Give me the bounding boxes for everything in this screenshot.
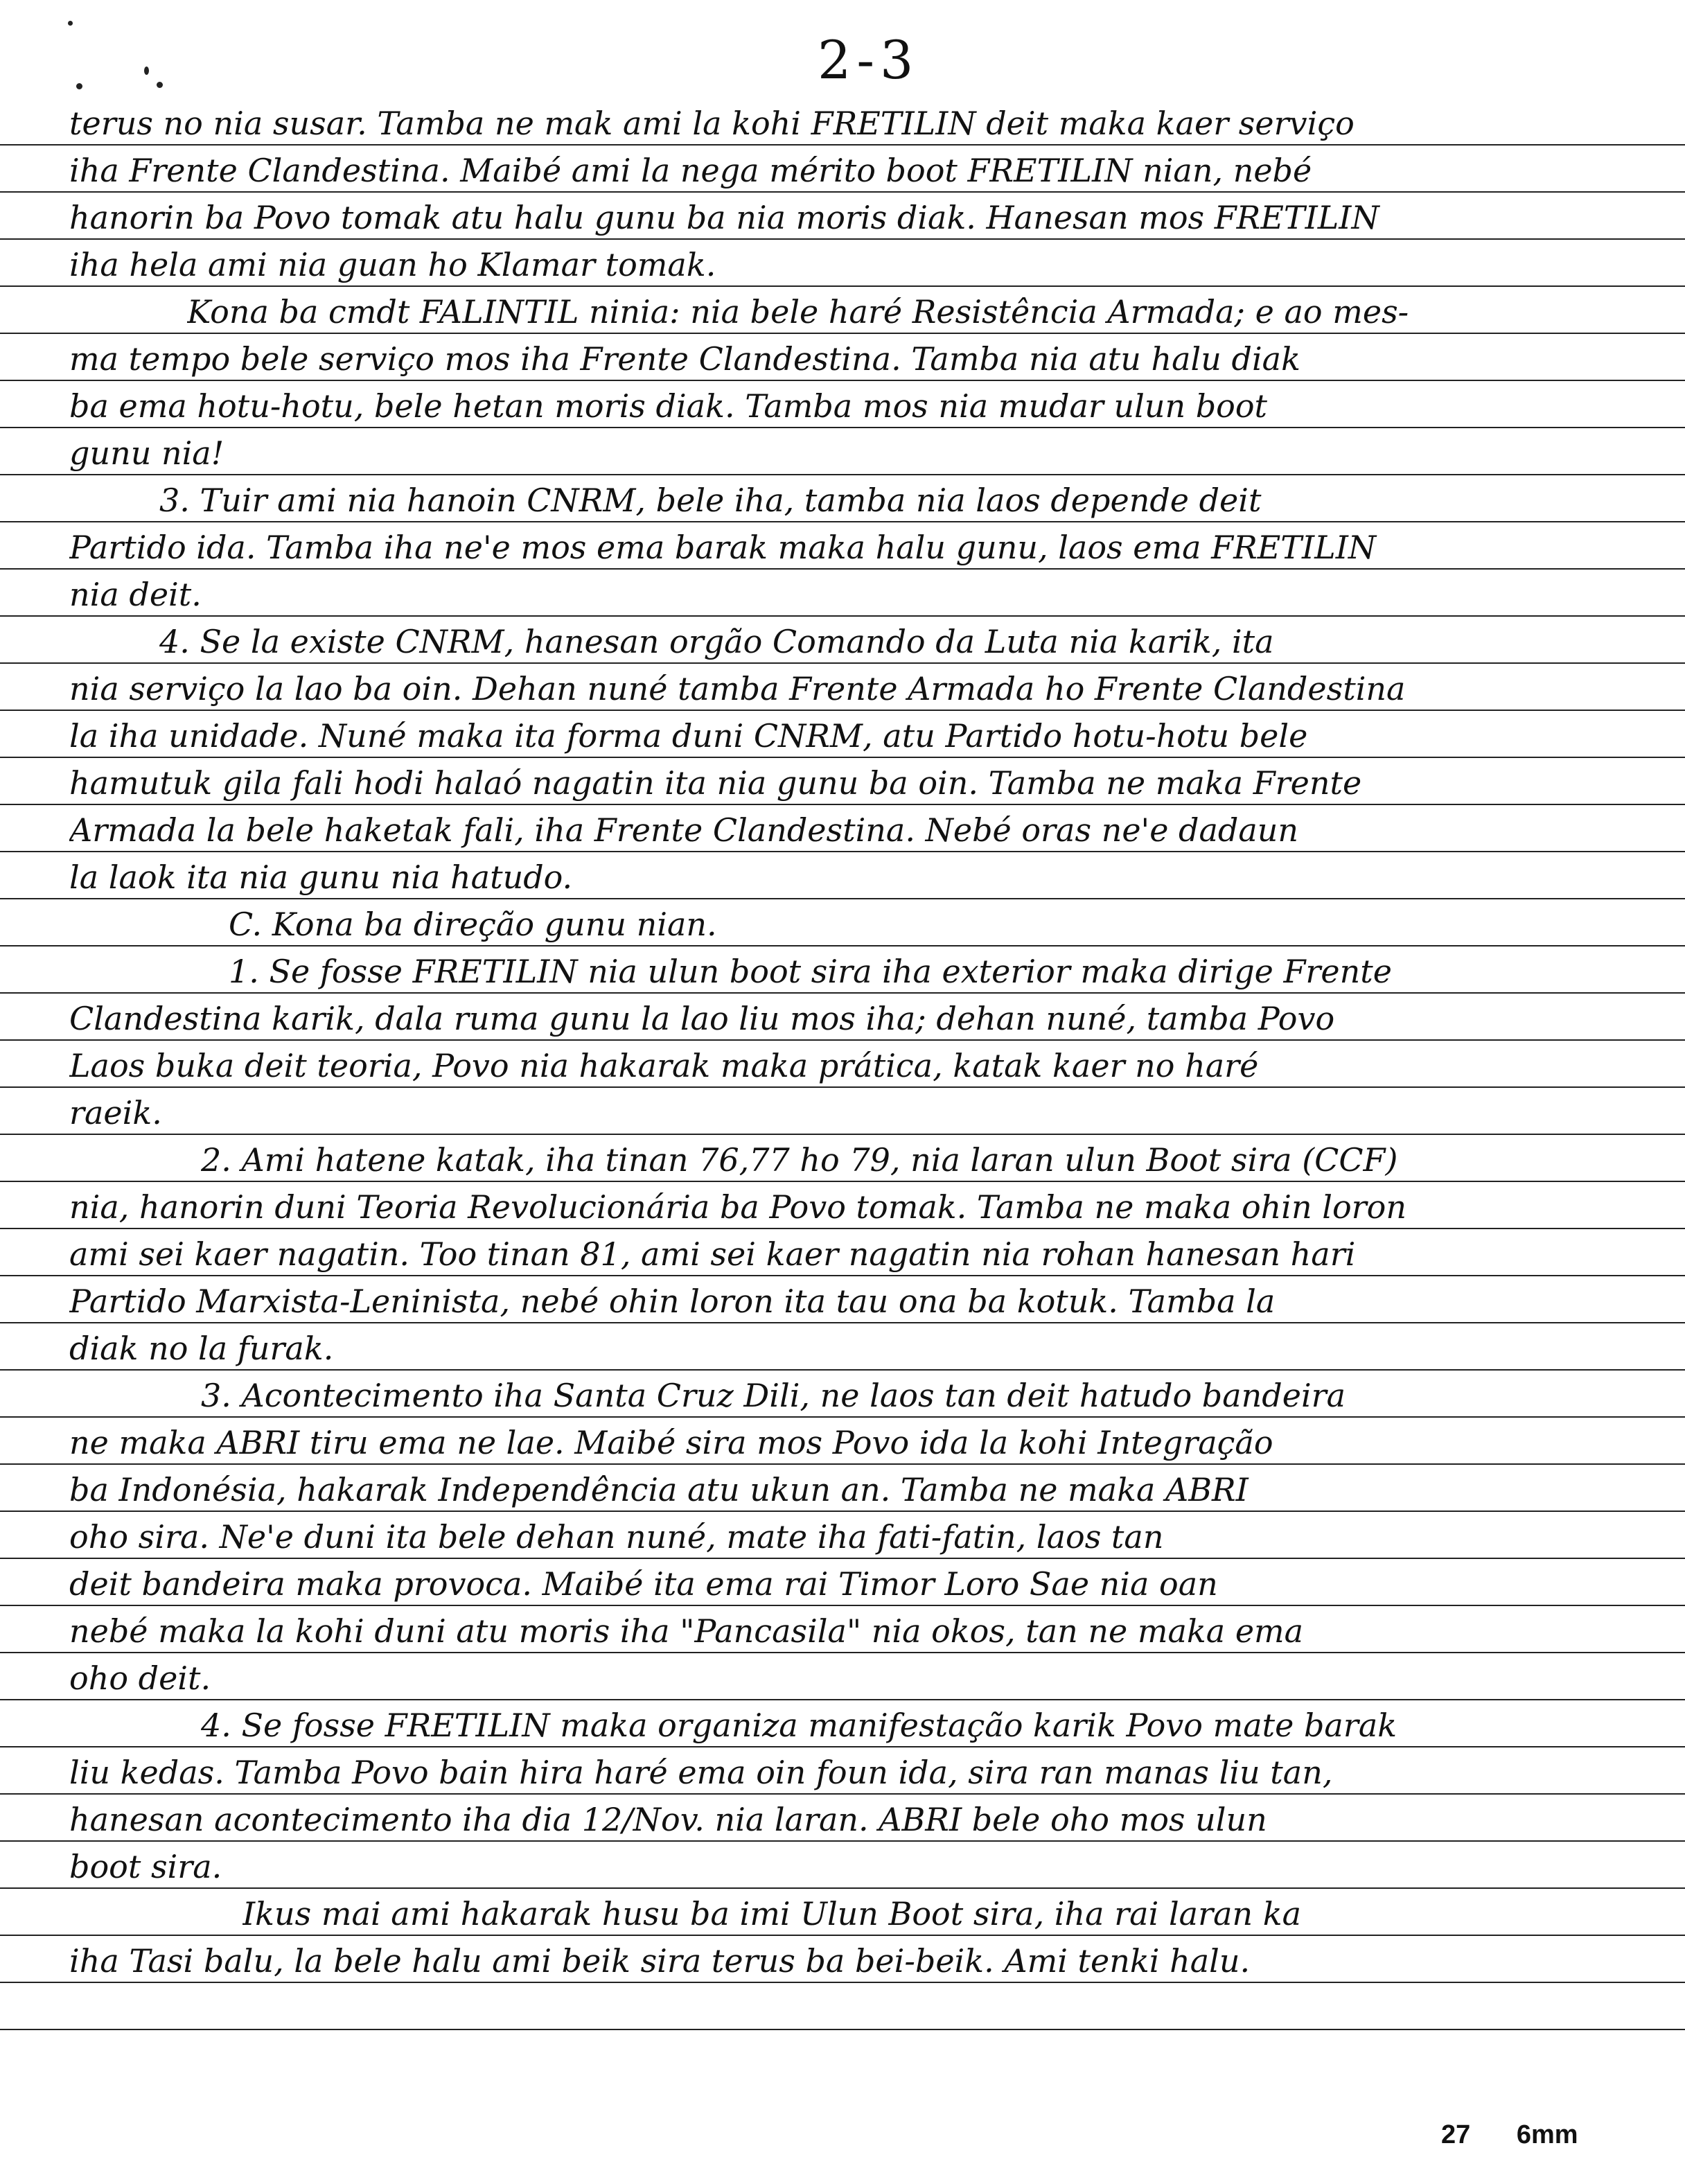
ruled-line: [0, 1746, 1685, 1747]
handwritten-line: boot sira.: [69, 1848, 222, 1885]
ruled-line: [0, 1134, 1685, 1135]
ruled-line: [0, 1416, 1685, 1418]
handwritten-line: ami sei kaer nagatin. Too tinan 81, ami sei kaer nagatin nia rohan hanesan hari: [69, 1235, 1356, 1273]
handwritten-line: raeik.: [69, 1094, 162, 1131]
ruled-line: [0, 1935, 1685, 1936]
handwritten-line: iha Tasi balu, la bele halu ami beik sira terus ba bei-beik. Ami tenki halu.: [69, 1942, 1251, 1980]
handwritten-line: hanorin ba Povo tomak atu halu gunu ba nia moris diak. Hanesan mos FRETILIN: [69, 199, 1379, 236]
ruled-line: [0, 1039, 1685, 1041]
handwritten-line: nia, hanorin duni Teoria Revolucionária ba Povo tomak. Tamba ne maka ohin loron: [69, 1188, 1406, 1226]
ruled-line: [0, 238, 1685, 240]
ruled-line: [0, 1982, 1685, 1983]
ruled-line: [0, 1322, 1685, 1323]
ruled-line: [0, 710, 1685, 711]
ruled-line: [0, 1511, 1685, 1512]
ruled-line: [0, 191, 1685, 193]
footer-page-ref: 27: [1441, 2120, 1471, 2149]
handwritten-line: nia serviço la lao ba oin. Dehan nuné tamba Frente Armada ho Frente Clandestina: [69, 670, 1406, 707]
handwritten-line: Kona ba cmdt FALINTIL ninia: nia bele haré Resistência Armada; e ao mes-: [187, 293, 1409, 331]
ruled-line: [0, 1887, 1685, 1889]
ruled-line: [0, 1558, 1685, 1559]
handwritten-line: oho deit.: [69, 1659, 211, 1697]
ruled-line: [0, 1840, 1685, 1842]
handwritten-line: 2. Ami hatene katak, iha tinan 76,77 ho 79, nia laran ulun Boot sira (CCF): [201, 1141, 1398, 1179]
handwritten-line: Partido ida. Tamba iha ne'e mos ema barak maka halu gunu, laos ema FRETILIN: [69, 529, 1377, 566]
handwritten-line: iha hela ami nia guan ho Klamar tomak.: [69, 246, 716, 283]
ruled-line: [0, 285, 1685, 287]
ruled-line: [0, 804, 1685, 805]
handwritten-line: liu kedas. Tamba Povo bain hira haré ema oin foun ida, sira ran manas liu tan,: [69, 1754, 1333, 1791]
handwritten-line: 3. Acontecimento iha Santa Cruz Dili, ne laos tan deit hatudo bandeira: [201, 1377, 1346, 1414]
ruled-line: [0, 1181, 1685, 1182]
ruled-line: [0, 1605, 1685, 1606]
handwritten-line: la laok ita nia gunu nia hatudo.: [69, 858, 573, 896]
handwritten-line: ma tempo bele serviço mos iha Frente Clandestina. Tamba nia atu halu diak: [69, 340, 1300, 378]
ruled-line: [0, 474, 1685, 475]
ruled-line: [0, 144, 1685, 146]
ruled-line: [0, 1699, 1685, 1700]
footer-film-size: 6mm: [1516, 2120, 1578, 2149]
handwritten-line: Laos buka deit teoria, Povo nia hakarak maka prática, katak kaer no haré: [69, 1047, 1259, 1084]
handwritten-line: 4. Se la existe CNRM, hanesan orgão Comando da Luta nia karik, ita: [159, 623, 1274, 660]
handwritten-line: 1. Se fosse FRETILIN nia ulun boot sira iha exterior maka dirige Frente: [229, 953, 1392, 990]
ruled-line: [0, 333, 1685, 334]
handwritten-line: Clandestina karik, dala ruma gunu la lao liu mos iha; dehan nuné, tamba Povo: [69, 1000, 1335, 1037]
ink-speck: [76, 83, 82, 89]
ruled-line: [0, 1793, 1685, 1795]
ink-speck: [157, 82, 163, 88]
ruled-line: [0, 521, 1685, 522]
handwritten-line: 3. Tuir ami nia hanoin CNRM, bele iha, tamba nia laos depende deit: [159, 482, 1262, 519]
handwritten-line: Partido Marxista-Leninista, nebé ohin loron ita tau ona ba kotuk. Tamba la: [69, 1283, 1276, 1320]
handwritten-line: Ikus mai ami hakarak husu ba imi Ulun Boot sira, iha rai laran ka: [242, 1895, 1302, 1932]
handwritten-line: nia deit.: [69, 576, 202, 613]
handwritten-line: nebé maka la kohi duni atu moris iha "Pancasila" nia okos, tan ne maka ema: [69, 1612, 1304, 1650]
handwritten-line: ba ema hotu-hotu, bele hetan moris diak. Tamba mos nia mudar ulun boot: [69, 387, 1268, 425]
ruled-line: [0, 945, 1685, 946]
handwritten-line: diak no la furak.: [69, 1330, 334, 1367]
ruled-line: [0, 662, 1685, 664]
ruled-line: [0, 1463, 1685, 1465]
ruled-line: [0, 757, 1685, 758]
handwritten-line: C. Kona ba direção gunu nian.: [229, 906, 717, 943]
ruled-line: [0, 427, 1685, 428]
ruled-line: [0, 1086, 1685, 1088]
ruled-line: [0, 898, 1685, 899]
ruled-line: [0, 1275, 1685, 1276]
handwritten-line: terus no nia susar. Tamba ne mak ami la kohi FRETILIN deit maka kaer serviço: [69, 105, 1355, 142]
ruled-line: [0, 2029, 1685, 2030]
handwritten-line: iha Frente Clandestina. Maibé ami la nega mérito boot FRETILIN nian, nebé: [69, 152, 1312, 189]
ruled-line: [0, 992, 1685, 994]
ink-speck: [144, 67, 149, 75]
handwritten-line: hanesan acontecimento iha dia 12/Nov. nia laran. ABRI bele oho mos ulun: [69, 1801, 1267, 1838]
handwritten-line: ne maka ABRI tiru ema ne lae. Maibé sira mos Povo ida la kohi Integração: [69, 1424, 1273, 1461]
handwritten-line: deit bandeira maka provoca. Maibé ita ema rai Timor Loro Sae nia oan: [69, 1565, 1218, 1603]
page-number: 2-3: [818, 29, 919, 91]
ruled-line: [0, 380, 1685, 381]
handwritten-line: la iha unidade. Nuné maka ita forma duni CNRM, atu Partido hotu-hotu bele: [69, 717, 1308, 755]
ruled-line: [0, 568, 1685, 570]
ruled-line: [0, 1652, 1685, 1653]
handwritten-line: Armada la bele haketak fali, iha Frente Clandestina. Nebé oras ne'e dadaun: [69, 811, 1299, 849]
handwritten-line: 4. Se fosse FRETILIN maka organiza manifestação karik Povo mate barak: [201, 1707, 1397, 1744]
handwritten-line: gunu nia!: [69, 434, 224, 472]
ruled-line: [0, 1369, 1685, 1371]
handwritten-line: oho sira. Ne'e duni ita bele dehan nuné, mate iha fati-fatin, laos tan: [69, 1518, 1164, 1556]
ink-speck: [68, 21, 73, 26]
ruled-line: [0, 1228, 1685, 1229]
handwritten-line: ba Indonésia, hakarak Independência atu ukun an. Tamba ne maka ABRI: [69, 1471, 1249, 1508]
ruled-line: [0, 851, 1685, 852]
footer: [1441, 2120, 1617, 2150]
ruled-line: [0, 615, 1685, 617]
handwritten-line: hamutuk gila fali hodi halaó nagatin ita nia gunu ba oin. Tamba ne maka Frente: [69, 764, 1362, 802]
